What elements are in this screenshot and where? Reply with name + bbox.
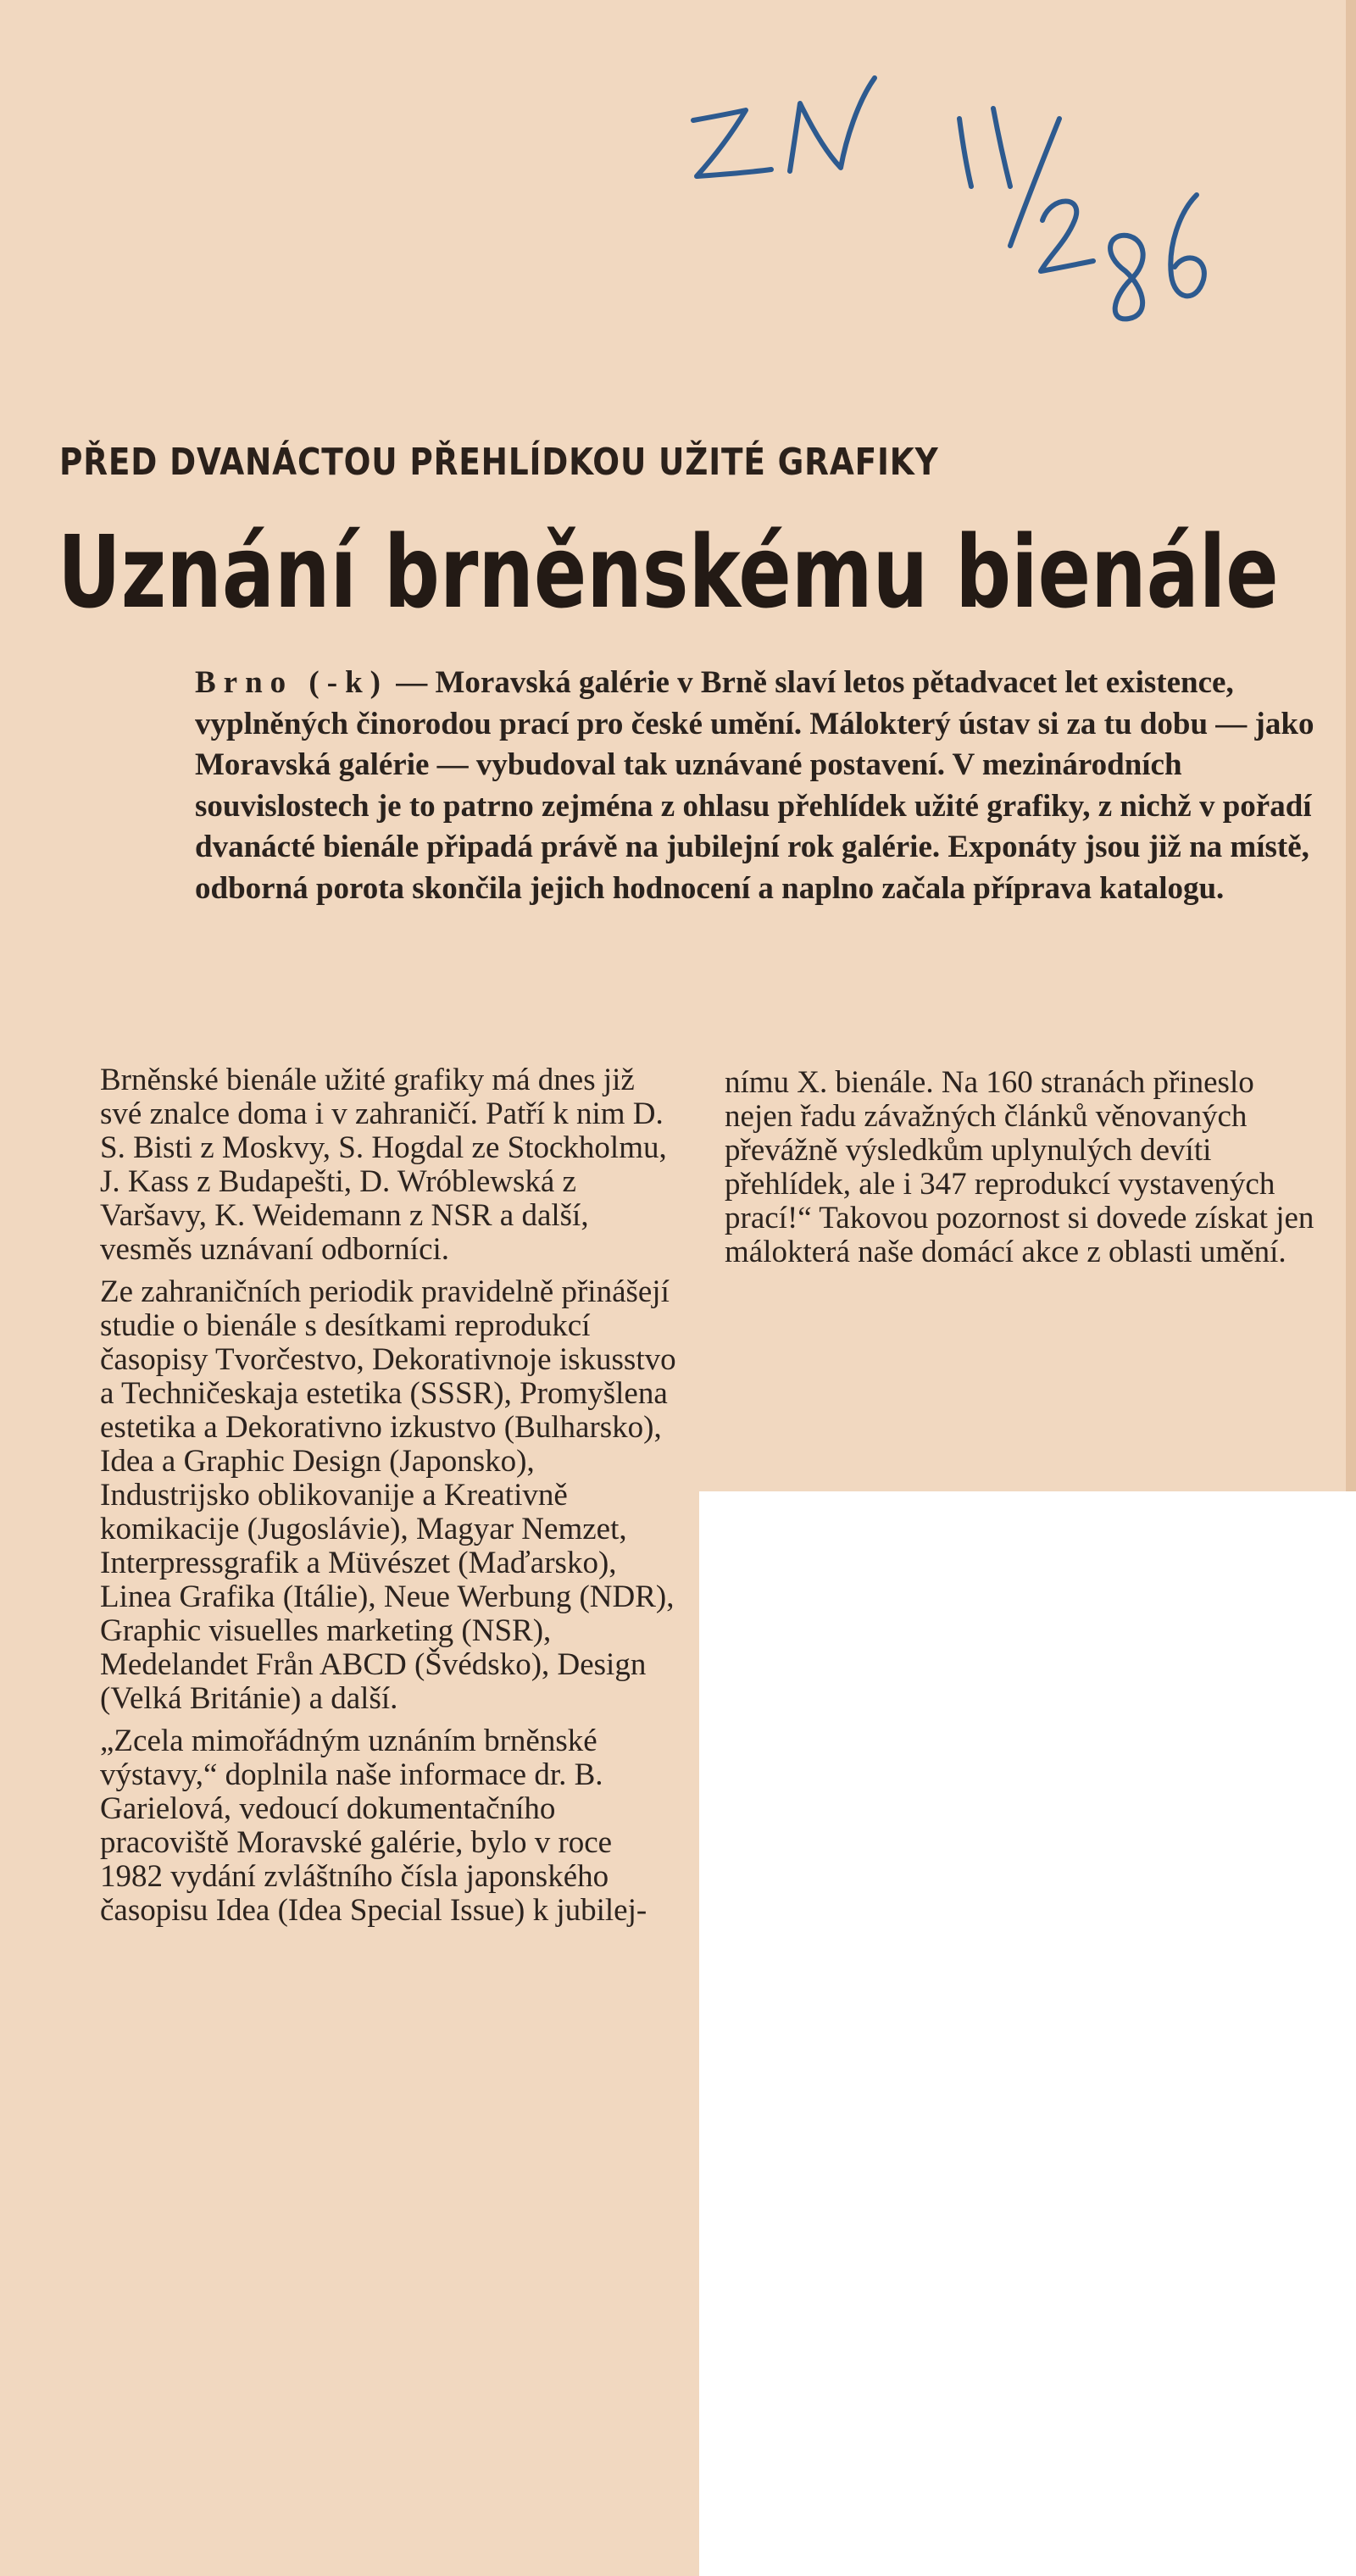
article-column-left bbox=[100, 1063, 676, 1936]
article-headline: Uznání brněnskému bienále bbox=[58, 514, 1279, 630]
handwritten-note bbox=[678, 68, 1220, 322]
article-kicker: PŘED DVANÁCTOU PŘEHLÍDKOU UŽITÉ GRAFIKY bbox=[59, 441, 939, 484]
body-paragraph: Ze zahraničních periodik pravidelně přinášejí studie o bienále s desítkami reprodukcí časopisy Tvorčestvo, Dekorativnoje iskusstvo a Techničeskaja estetika (SSSR), Promyšlena estetika a Dekorativno izkustvo (Bulharsko), Idea a Graphic Design (Japonsko), Industrijsko oblikovanije a Kreativně komikacije (Jugoslávie), Magyar Nemzet, Interpressgrafik a Müvészet (Maďarsko), Linea Grafika (Itálie), Neue Werbung (NDR), Graphic visuelles marketing (NSR), Medelandet Från ABCD (Švédsko), Design (Velká Británie) a další. bbox=[100, 1274, 676, 1716]
body-paragraph: nímu X. bienále. Na 160 stranách přineslo nejen řadu závažných článků věnovaných převážně výsledkům uplynulých devíti přehlídek, ale i 347 reprodukcí vystavených prací!“ Takovou pozornost si dovede získat jen málokterá naše domácí akce z oblasti umění. bbox=[725, 1065, 1314, 1269]
body-paragraph: „Zcela mimořádným uznáním brněnské výstavy,“ doplnila naše informace dr. B. Garielová, vedoucí dokumentačního pracoviště Moravské galérie, bylo v roce 1982 vydání zvláštního čísla japonského časopisu Idea (Idea Special Issue) k jubilej- bbox=[100, 1724, 647, 1928]
handwritten-note-drawing bbox=[678, 68, 1220, 322]
article-lead bbox=[195, 663, 1339, 909]
article-column-right bbox=[725, 1066, 1318, 1278]
lead-text: — Moravská galérie v Brně slaví letos pětadvacet let existence, vyplněných činorodou prací pro české umění. Málokterý ústav si za tu dobu — jako Moravská galérie — vybudoval tak uznávané postavení. V mezinárodních souvislostech je to patrno zejména z ohlasu přehlídek užité grafiky, z nichž v pořadí dvanácté bienále připadá právě na jubilejní rok galérie. Exponáty jsou již na místě, odborná porota skončila jejich hodnocení a naplno začala příprava katalogu. bbox=[195, 665, 1314, 906]
clipping-edge bbox=[1346, 0, 1356, 1491]
body-paragraph: Brněnské bienále užité grafiky má dnes již své znalce doma i v zahraničí. Patří k nim D. S. Bisti z Moskvy, S. Hogdal ze Stockholmu, J. Kass z Budapešti, D. Wróblewská z Varšavy, K. Weidemann z NSR a další, vesměs uznávaní odborníci. bbox=[100, 1063, 667, 1267]
lead-dateline: Brno (-k) bbox=[195, 665, 388, 700]
